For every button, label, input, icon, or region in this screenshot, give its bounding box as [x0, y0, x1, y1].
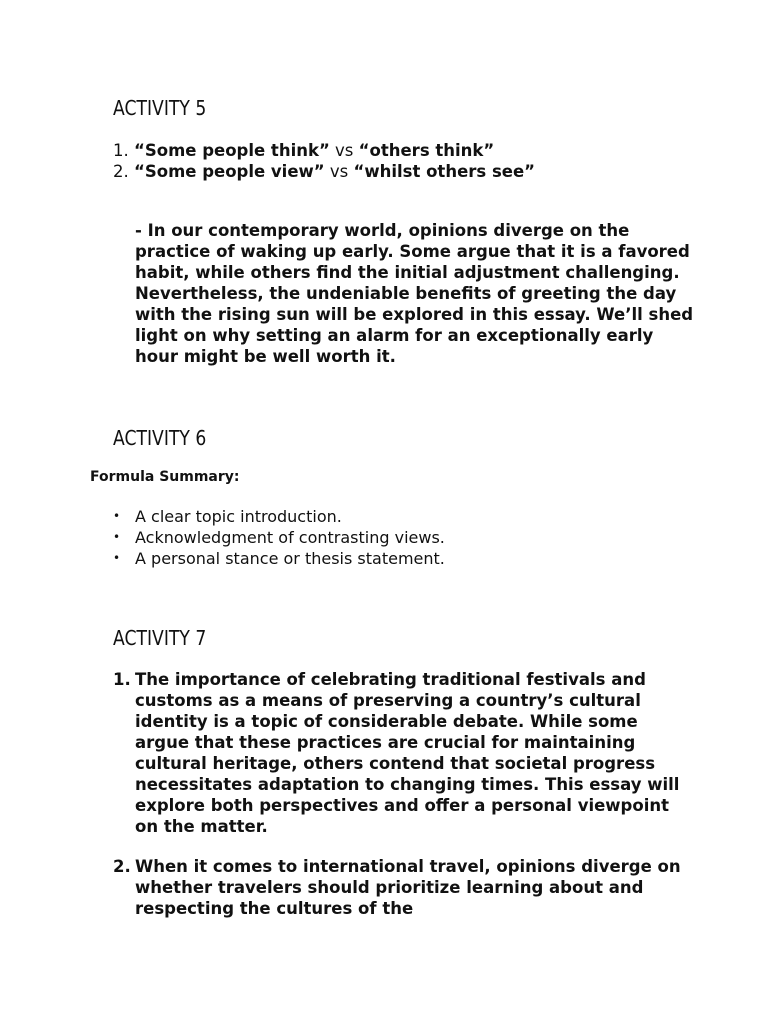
bullet-icon: • — [113, 551, 121, 565]
activity-7-heading: ACTIVITY 7 — [113, 626, 207, 650]
phrase-right: “others think” — [358, 141, 495, 160]
list-item — [113, 161, 535, 182]
essay-item — [113, 669, 693, 837]
list-item — [113, 506, 445, 527]
bullet-text: A personal stance or thesis statement. — [135, 549, 445, 568]
phrase-right: “whilst others see” — [353, 162, 536, 181]
item-text: When it comes to international travel, opinions diverge on whether travelers should prioritize learning about and respecting the cultures of the — [135, 857, 681, 918]
formula-summary-label: Formula Summary: — [90, 469, 240, 485]
item-text: The importance of celebrating traditional festivals and customs as a means of preserving a country’s cultural identity is a topic of considerable debate. While some argue that these practices are crucial for maintaining cultural heritage, others contend that societal progress necessitates adaptation to changing times. This essay will explore both perspectives and offer a personal viewpoint on the matter. — [135, 670, 680, 836]
bullet-icon: • — [113, 509, 121, 523]
bullet-icon: • — [113, 530, 121, 544]
item-number: 1. — [113, 670, 131, 689]
phrase-left: “Some people view” — [134, 162, 325, 181]
list-number: 2. — [113, 162, 129, 181]
activity-6-heading: ACTIVITY 6 — [113, 426, 207, 450]
activity-5-paragraph: - In our contemporary world, opinions diverge on the practice of waking up early. Some argue that it is a favored habit, while others find the initial adjustment challenging. Nevertheless, the undeniable benefits of greeting the day with the rising sun will be explored in this essay. We’ll shed light on why setting an alarm for an exceptionally early hour might be well worth it. — [135, 221, 694, 366]
essay-item — [113, 856, 693, 919]
list-item — [113, 527, 445, 548]
activity-5-list — [113, 140, 535, 182]
phrase-left: “Some people think” — [134, 141, 330, 160]
list-item — [113, 140, 535, 161]
bullet-text: A clear topic introduction. — [135, 507, 342, 526]
item-number: 2. — [113, 857, 131, 876]
versus-text: vs — [335, 141, 354, 160]
list-item — [113, 548, 445, 569]
formula-summary-list — [113, 506, 445, 569]
bullet-text: Acknowledgment of contrasting views. — [135, 528, 445, 547]
list-number: 1. — [113, 141, 129, 160]
activity-5-heading: ACTIVITY 5 — [113, 96, 207, 120]
versus-text: vs — [329, 162, 349, 181]
